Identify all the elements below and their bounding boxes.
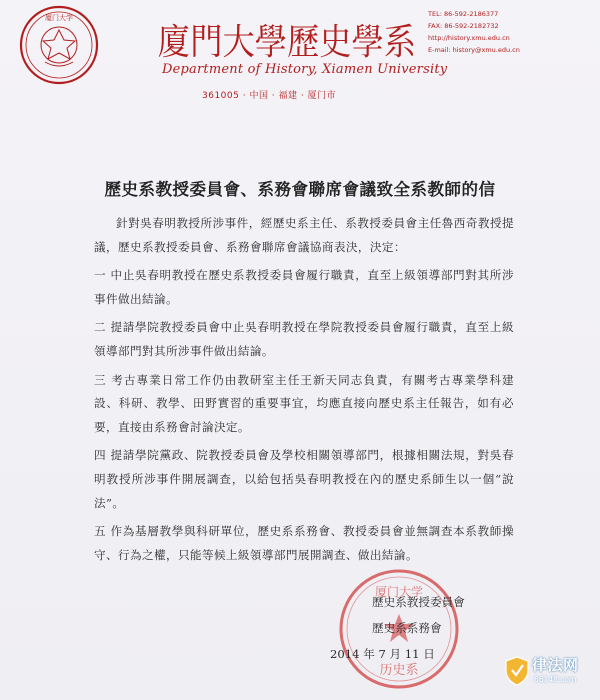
letter-body <box>94 212 514 572</box>
letter-item-1: 一 中止吳春明教授在歷史系教授委員會履行職責，直至上級領導部門對其所涉事件做出結論。 <box>94 268 514 306</box>
contact-block <box>428 8 598 56</box>
letter-date: 2014 年 7 月 11 日 <box>330 647 435 661</box>
svg-text:厦门大学: 厦门大学 <box>45 14 73 22</box>
watermark-url: 66148.com <box>534 675 577 684</box>
department-english-name: Department of History, Xiamen University <box>162 62 448 77</box>
university-seal-icon <box>18 4 100 86</box>
shield-icon <box>504 656 530 686</box>
contact-fax: FAX: 86-592-2182732 <box>428 22 499 30</box>
calligraphy-title-text: 廈門大學歷史學系 <box>158 22 416 62</box>
calligraphy-title <box>158 16 420 62</box>
letter-item-3: 三 考古專業日常工作仍由教研室主任王新天同志負責，有關考古專業學科建設、科研、教學、田野實習的重要事宜，均應直接向歷史系主任報告，如有必要，直接由系務會討論決定。 <box>94 372 514 434</box>
postal-address: 361005 · 中国 · 福建 · 厦门市 <box>202 91 337 101</box>
letter-item-2: 二 提請學院教授委員會中止吳春明教授在學院教授委員會履行職責，直至上級領導部門對其所涉事件做出結論。 <box>94 320 514 358</box>
watermark-name: 律法网 <box>532 656 579 674</box>
letter-item-4: 四 提請學院黨政、院教授委員會及學校相關領導部門，根據相關法規，對吳春明教授所涉事件開展調查，以給包括吳春明教授在內的歷史系師生以一個“說法”。 <box>94 448 514 510</box>
letter-title: 歷史系教授委員會、系務會聯席會議致全系教師的信 <box>104 180 496 199</box>
signature-office: 歷史系系務會 <box>372 621 442 635</box>
svg-text:厦门大学: 厦门大学 <box>374 585 424 599</box>
signature-committee: 歷史系教授委員會 <box>372 595 465 609</box>
contact-website: http://history.xmu.edu.cn <box>428 34 510 42</box>
contact-email: E-mail: history@xmu.edu.cn <box>428 46 520 54</box>
letter-intro: 針對吳春明教授所涉事件，經歷史系主任、系教授委員會主任魯西奇教授提議，歷史系教授委員會、系務會聯席會議協商表決，決定： <box>94 216 514 254</box>
letter-item-5: 五 作為基層教學與科研單位，歷史系系務會、教授委員會並無調查本系教師操守、行為之權，只能等候上級領導部門展開調查、做出結論。 <box>94 524 514 562</box>
svg-text:历史系: 历史系 <box>379 663 419 678</box>
contact-tel: TEL: 86-592-2186377 <box>428 10 499 18</box>
site-watermark[interactable] <box>504 652 596 694</box>
